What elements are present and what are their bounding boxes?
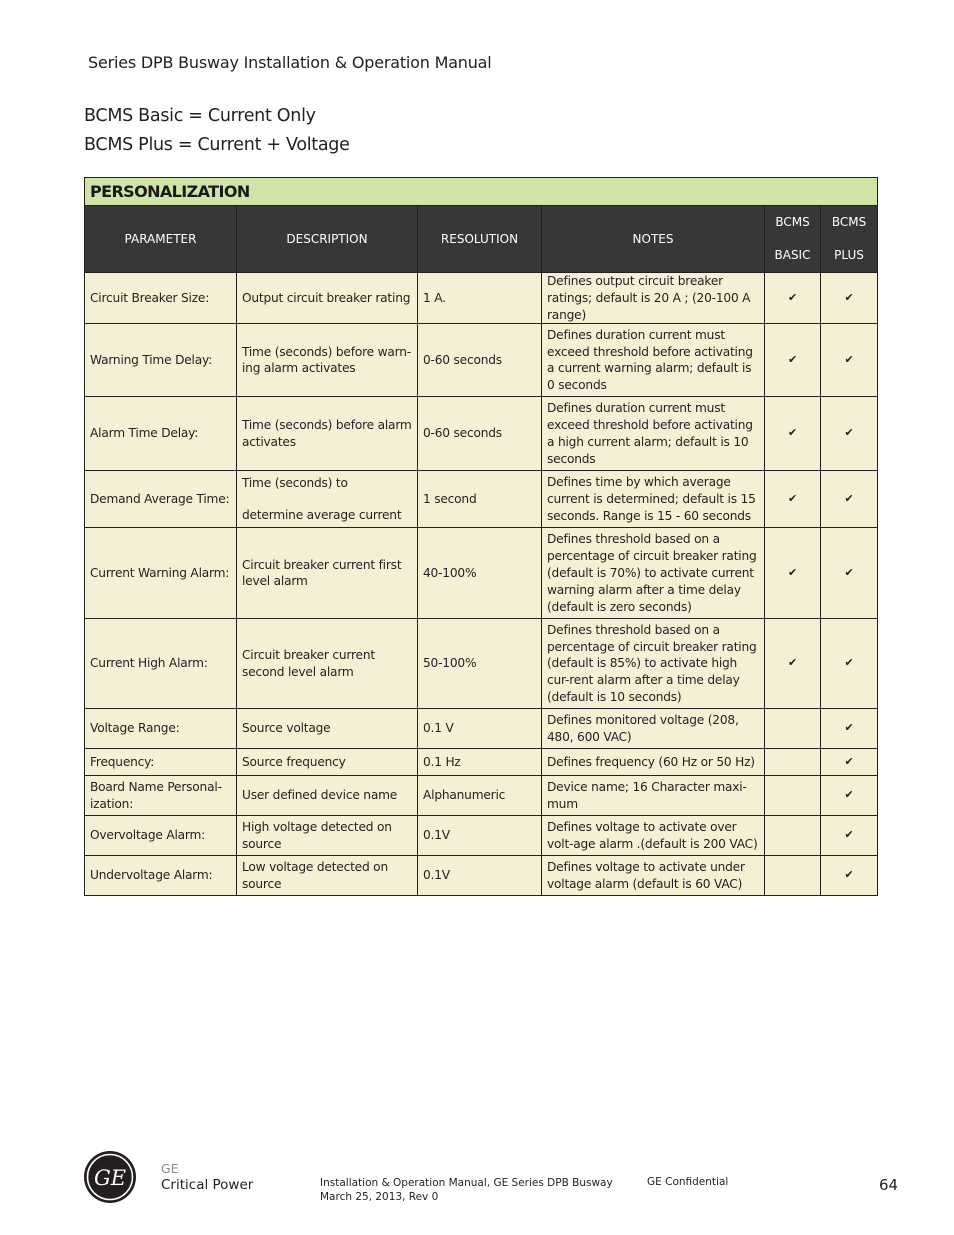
footer-manual-info (320, 1176, 613, 1204)
cell-parameter: Overvoltage Alarm: (85, 816, 237, 856)
cell-parameter: Current Warning Alarm: (85, 528, 237, 619)
col-header-bcms-basic-top: BCMS (775, 215, 810, 229)
footer-brand-name: Critical Power (161, 1177, 254, 1193)
footer-confidential: GE Confidential (647, 1176, 729, 1188)
check-mark-icon (765, 776, 821, 816)
cell-description: High voltage detected on source (237, 816, 418, 856)
cell-description: Circuit breaker current first level alarm (237, 528, 418, 619)
ge-logo-text: GE (93, 1166, 127, 1190)
table-row (85, 709, 878, 749)
col-header-bcms-plus-bottom: PLUS (834, 248, 864, 262)
cell-notes: Defines time by which average current is determined; default is 15 seconds. Range is 15 - 60 seconds (542, 471, 765, 528)
col-header-parameter: PARAMETER (85, 206, 237, 273)
check-mark-icon (765, 709, 821, 749)
check-mark-icon: ✔ (821, 856, 878, 896)
check-mark-icon (765, 749, 821, 776)
cell-description: User defined device name (237, 776, 418, 816)
cell-parameter: Warning Time Delay: (85, 324, 237, 397)
cell-notes: Device name; 16 Character maxi-mum (542, 776, 765, 816)
bcms-plus-definition: BCMS Plus = Current + Voltage (84, 135, 350, 155)
cell-notes: Defines duration current must exceed threshold before activating a current warning alarm; default is 0 seconds (542, 324, 765, 397)
check-mark-icon: ✔ (821, 749, 878, 776)
cell-parameter: Undervoltage Alarm: (85, 856, 237, 896)
check-mark-icon: ✔ (765, 273, 821, 324)
table-row (85, 816, 878, 856)
table-row (85, 273, 878, 324)
check-mark-icon: ✔ (821, 619, 878, 709)
spacer (242, 491, 412, 507)
cell-notes: Defines voltage to activate under voltage alarm (default is 60 VAC) (542, 856, 765, 896)
check-mark-icon: ✔ (821, 324, 878, 397)
table-title: PERSONALIZATION (85, 178, 878, 206)
check-mark-icon: ✔ (821, 471, 878, 528)
cell-notes: Defines monitored voltage (208, 480, 600 VAC) (542, 709, 765, 749)
check-mark-icon: ✔ (765, 619, 821, 709)
cell-description: Low voltage detected on source (237, 856, 418, 896)
cell-parameter: Alarm Time Delay: (85, 397, 237, 471)
check-mark-icon: ✔ (821, 776, 878, 816)
cell-description: Source frequency (237, 749, 418, 776)
col-header-bcms-plus (821, 206, 878, 273)
cell-notes: Defines output circuit breaker ratings; default is 20 A ; (20-100 A range) (542, 273, 765, 324)
cell-resolution: 0.1 V (418, 709, 542, 749)
cell-notes: Defines frequency (60 Hz or 50 Hz) (542, 749, 765, 776)
cell-description: Output circuit breaker rating (237, 273, 418, 324)
check-mark-icon: ✔ (765, 397, 821, 471)
col-header-notes: NOTES (542, 206, 765, 273)
cell-parameter: Board Name Personal-ization: (85, 776, 237, 816)
check-mark-icon (765, 856, 821, 896)
check-mark-icon: ✔ (821, 709, 878, 749)
cell-resolution: 50-100% (418, 619, 542, 709)
table-row (85, 856, 878, 896)
check-mark-icon: ✔ (821, 816, 878, 856)
cell-parameter: Voltage Range: (85, 709, 237, 749)
cell-parameter: Current High Alarm: (85, 619, 237, 709)
cell-description: Time (seconds) before alarm activates (237, 397, 418, 471)
footer-brand (161, 1161, 253, 1193)
footer-brand-ge: GE (161, 1161, 179, 1176)
cell-notes: Defines voltage to activate over volt-age alarm .(default is 200 VAC) (542, 816, 765, 856)
cell-resolution: 0-60 seconds (418, 324, 542, 397)
cell-resolution: 1 A. (418, 273, 542, 324)
check-mark-icon: ✔ (765, 324, 821, 397)
cell-resolution: 0.1 Hz (418, 749, 542, 776)
cell-description: Time (seconds) before warn-ing alarm activates (237, 324, 418, 397)
cell-resolution: Alphanumeric (418, 776, 542, 816)
cell-description-line: Time (seconds) to (242, 475, 348, 490)
col-header-bcms-basic (765, 206, 821, 273)
cell-parameter: Demand Average Time: (85, 471, 237, 528)
table-row (85, 528, 878, 619)
footer-manual-title: Installation & Operation Manual, GE Series DPB Busway (320, 1177, 613, 1189)
col-header-bcms-plus-top: BCMS (831, 215, 867, 229)
table-row (85, 776, 878, 816)
bcms-basic-definition: BCMS Basic = Current Only (84, 106, 316, 126)
cell-resolution: 40-100% (418, 528, 542, 619)
cell-notes: Defines threshold based on a percentage of circuit breaker rating (default is 85%) to activate high cur-rent alarm after a time delay (default is 10 seconds) (542, 619, 765, 709)
check-mark-icon: ✔ (821, 528, 878, 619)
cell-description: Source voltage (237, 709, 418, 749)
cell-parameter: Frequency: (85, 749, 237, 776)
personalization-table (84, 177, 878, 896)
table-header-row (85, 206, 878, 273)
cell-description-line: determine average current (242, 508, 402, 523)
cell-description: Circuit breaker current second level alarm (237, 619, 418, 709)
col-header-bcms-basic-bottom: BASIC (774, 248, 811, 262)
table-title-row (85, 178, 878, 206)
col-header-resolution: RESOLUTION (418, 206, 542, 273)
footer-manual-date: March 25, 2013, Rev 0 (320, 1191, 439, 1203)
table-row (85, 749, 878, 776)
document-header: Series DPB Busway Installation & Operation Manual (88, 53, 492, 72)
table-row (85, 324, 878, 397)
cell-parameter: Circuit Breaker Size: (85, 273, 237, 324)
check-mark-icon: ✔ (821, 397, 878, 471)
table-row (85, 619, 878, 709)
table-row (85, 471, 878, 528)
cell-resolution: 0-60 seconds (418, 397, 542, 471)
cell-notes: Defines threshold based on a percentage of circuit breaker rating (default is 70%) to activate current warning alarm after a time delay (default is zero seconds) (542, 528, 765, 619)
table-row (85, 397, 878, 471)
check-mark-icon: ✔ (765, 471, 821, 528)
check-mark-icon (765, 816, 821, 856)
cell-resolution: 0.1V (418, 856, 542, 896)
check-mark-icon: ✔ (821, 273, 878, 324)
ge-logo-icon (83, 1150, 137, 1204)
cell-resolution: 0.1V (418, 816, 542, 856)
col-header-description: DESCRIPTION (237, 206, 418, 273)
cell-resolution: 1 second (418, 471, 542, 528)
cell-description (237, 471, 418, 528)
check-mark-icon: ✔ (765, 528, 821, 619)
page-number: 64 (879, 1176, 899, 1194)
cell-notes: Defines duration current must exceed threshold before activating a high current alarm; default is 10 seconds (542, 397, 765, 471)
